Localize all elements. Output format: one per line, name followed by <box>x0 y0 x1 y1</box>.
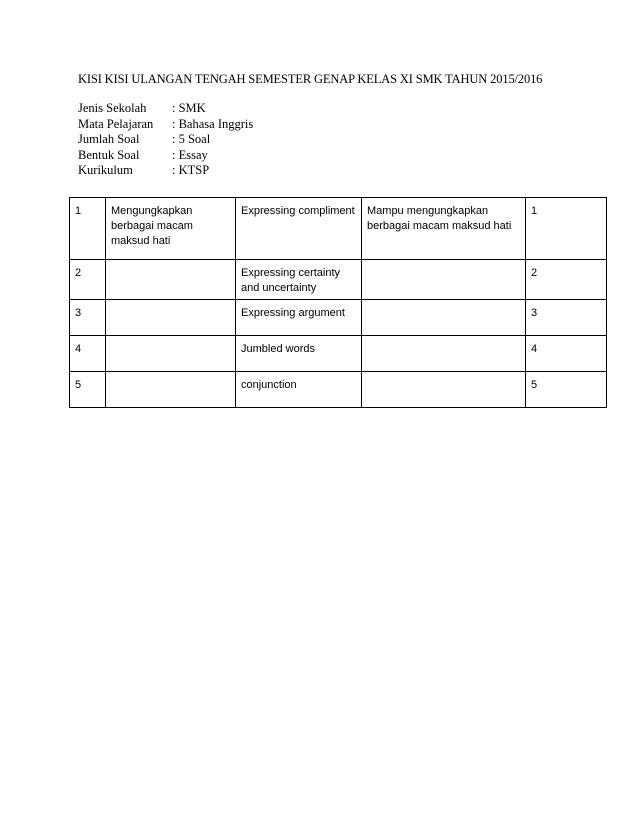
table-cell-materi: conjunction <box>236 372 362 408</box>
page-title: KISI KISI ULANGAN TENGAH SEMESTER GENAP KELAS XI SMK TAHUN 2015/2016 <box>78 72 543 86</box>
table-cell-indikator <box>362 336 526 372</box>
table-cell-no: 3 <box>70 300 106 336</box>
info-value: : KTSP <box>172 163 210 177</box>
table-cell-indikator <box>362 372 526 408</box>
table-cell-indikator: Mampu mengungkapkan berbagai macam maksud hati <box>362 198 526 260</box>
table-cell-no: 2 <box>70 260 106 300</box>
table-cell-nomor-soal: 3 <box>526 300 607 336</box>
table-cell-nomor-soal: 2 <box>526 260 607 300</box>
table-row <box>70 372 607 408</box>
table-cell-kompetensi <box>106 300 236 336</box>
table-cell-kompetensi <box>106 372 236 408</box>
table-cell-materi: Expressing certainty and uncertainty <box>236 260 362 300</box>
table-cell-no: 5 <box>70 372 106 408</box>
info-row-mata-pelajaran <box>78 117 253 133</box>
table-cell-kompetensi: Mengungkapkan berbagai macam maksud hati <box>106 198 236 260</box>
info-value: : SMK <box>172 101 206 115</box>
kisi-table <box>69 197 607 408</box>
info-value: : Essay <box>172 147 208 162</box>
table-cell-indikator <box>362 300 526 336</box>
table-row <box>70 336 607 372</box>
table-cell-nomor-soal: 1 <box>526 198 607 260</box>
table-cell-materi: Jumbled words <box>236 336 362 372</box>
table-cell-indikator <box>362 260 526 300</box>
table-row <box>70 300 607 336</box>
table-row <box>70 198 607 260</box>
info-row-jenis-sekolah <box>78 101 253 117</box>
info-label: Kurikulum <box>78 163 133 177</box>
info-label: Jenis Sekolah <box>78 101 147 115</box>
table-cell-nomor-soal: 5 <box>526 372 607 408</box>
table-cell-kompetensi <box>106 336 236 372</box>
table-cell-no: 4 <box>70 336 106 372</box>
info-label: Mata Pelajaran <box>78 116 154 131</box>
info-row-bentuk-soal <box>78 148 253 164</box>
info-block <box>78 101 253 179</box>
table-cell-nomor-soal: 4 <box>526 336 607 372</box>
info-row-kurikulum <box>78 163 253 179</box>
info-row-jumlah-soal <box>78 132 253 148</box>
table-cell-materi: Expressing argument <box>236 300 362 336</box>
info-label: Bentuk Soal <box>78 147 140 162</box>
table-cell-materi: Expressing compliment <box>236 198 362 260</box>
info-label: Jumlah Soal <box>78 132 140 146</box>
info-value: : 5 Soal <box>172 132 211 146</box>
info-value: : Bahasa Inggris <box>172 116 254 131</box>
table-cell-kompetensi <box>106 260 236 300</box>
table-row <box>70 260 607 300</box>
table-cell-no: 1 <box>70 198 106 260</box>
